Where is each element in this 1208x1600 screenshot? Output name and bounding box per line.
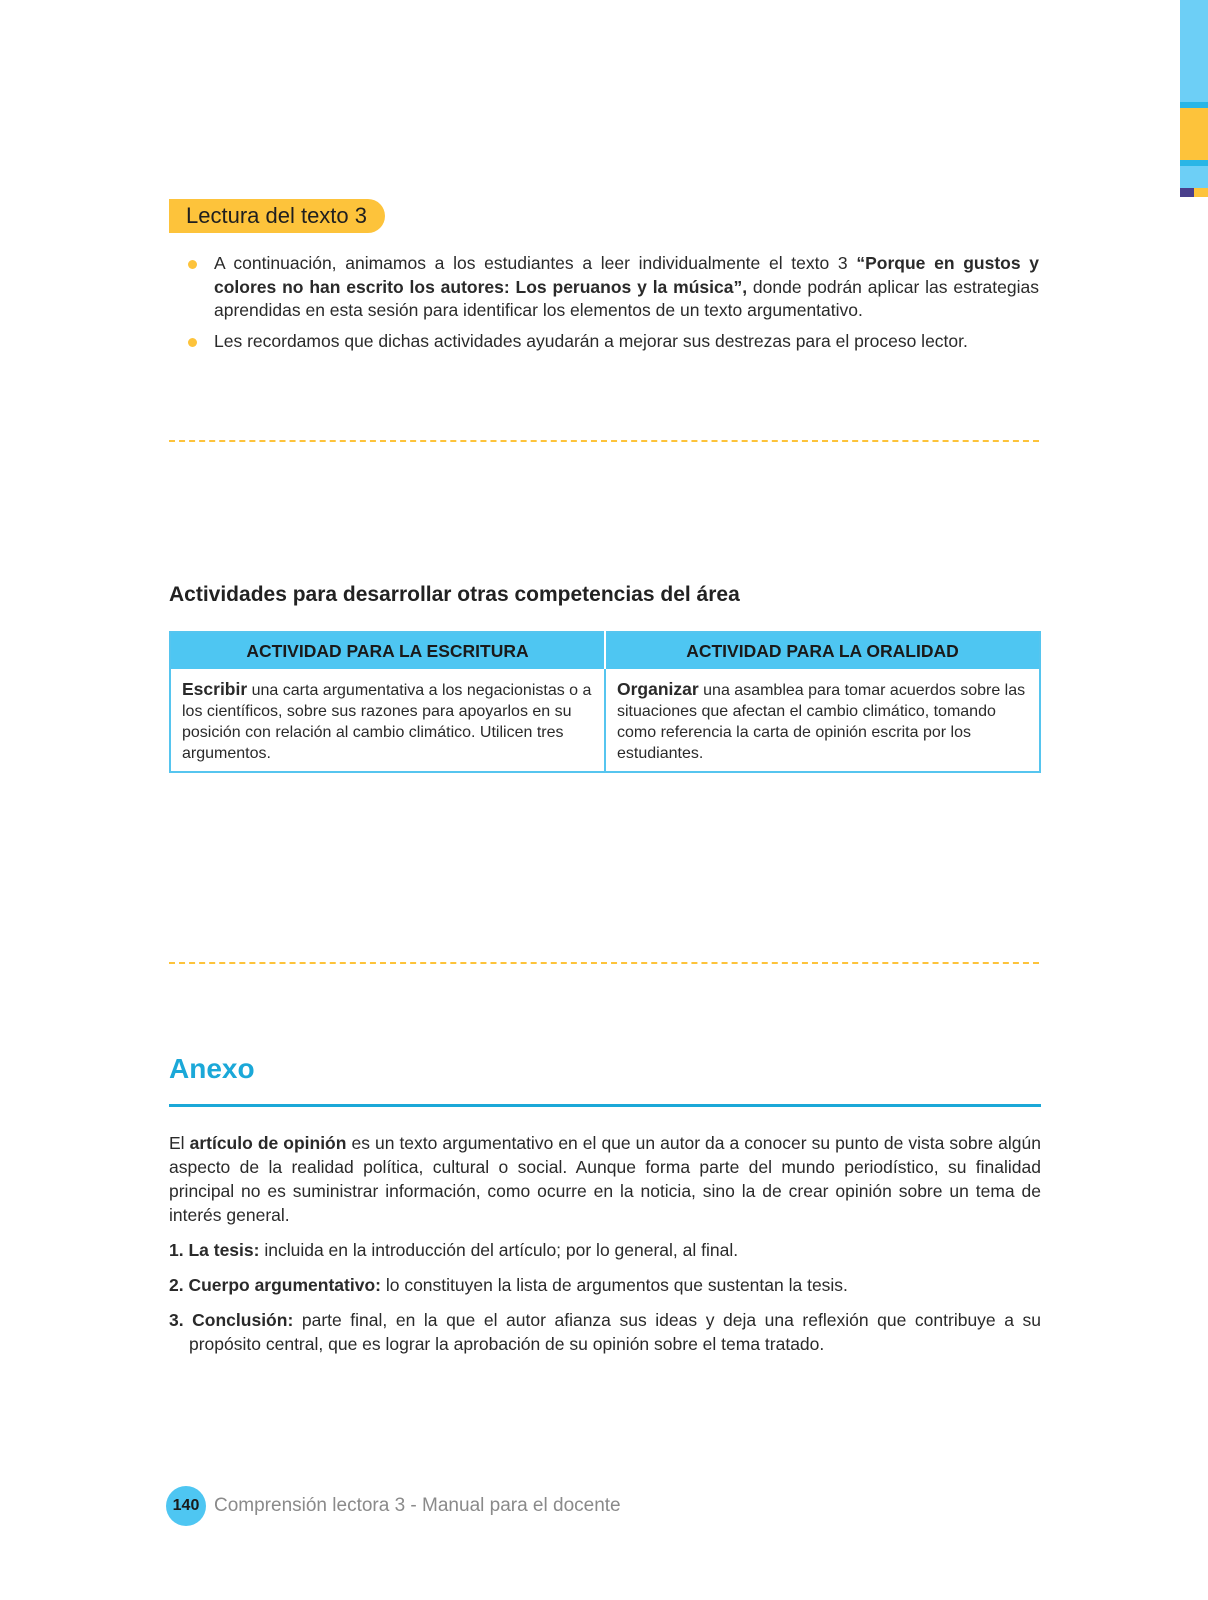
activities-heading: Actividades para desarrollar otras competencias del área bbox=[169, 583, 740, 606]
activity-verb: Escribir bbox=[182, 679, 248, 699]
text-title-bold: “Porque en gustos y colores no han escrito los autores: Los peruanos y la música”, bbox=[214, 253, 1040, 297]
list-item bbox=[169, 1273, 1041, 1297]
page-number-badge: 140 bbox=[166, 1486, 206, 1526]
section-tag: Lectura del texto 3 bbox=[169, 199, 385, 233]
edge-tab-yellow bbox=[1194, 188, 1208, 197]
edge-strip-yellow bbox=[1180, 108, 1208, 160]
item-label: 3. Conclusión: bbox=[169, 1310, 294, 1330]
activity-verb: Organizar bbox=[617, 679, 699, 699]
column-header-writing: ACTIVIDAD PARA LA ESCRITURA bbox=[170, 632, 605, 669]
edge-strip-blue bbox=[1180, 0, 1208, 102]
list-item bbox=[169, 252, 1039, 323]
list-item bbox=[169, 1238, 1041, 1262]
list-item bbox=[169, 1308, 1041, 1356]
edge-strip-blue bbox=[1180, 166, 1208, 188]
intro-text: El bbox=[169, 1133, 190, 1153]
item-text: parte final, en la que el autor afianza sus ideas y deja una reflexión que contribuye a su propósito central, que es lograr la aprobación de su opinión sobre el tema tratado. bbox=[189, 1310, 1042, 1354]
item-label: 2. Cuerpo argumentativo: bbox=[169, 1275, 381, 1295]
activities-table bbox=[169, 631, 1041, 773]
anexo-intro bbox=[169, 1131, 1041, 1227]
item-text: lo constituyen la lista de argumentos que sustentan la tesis. bbox=[380, 1275, 848, 1295]
anexo-body bbox=[169, 1131, 1041, 1367]
bullet-text: Les recordamos que dichas actividades ayudarán a mejorar sus destrezas para el proceso lector. bbox=[214, 330, 968, 351]
item-text: incluida en la introducción del artículo; por lo general, al final. bbox=[259, 1240, 739, 1260]
instruction-list bbox=[169, 252, 1039, 360]
oral-activity-cell bbox=[605, 669, 1040, 772]
book-title: Comprensión lectora 3 - Manual para el docente bbox=[214, 1495, 621, 1516]
item-label: 1. La tesis: bbox=[169, 1240, 260, 1260]
bullet-text: A continuación, animamos a los estudiantes a leer individualmente el texto 3 bbox=[214, 253, 857, 273]
heading-rule bbox=[169, 1104, 1041, 1107]
column-header-oral: ACTIVIDAD PARA LA ORALIDAD bbox=[605, 632, 1040, 669]
dashed-divider bbox=[169, 962, 1039, 964]
list-item bbox=[169, 330, 1039, 354]
intro-text: es un texto argumentativo en el que un autor da a conocer su punto de vista sobre algún aspecto de la realidad política, cultural o social. Aunque forma parte del mundo periodístico, su finalidad principal no es suministrar información, como ocurre en la noticia, sino la de crear opinión sobre un tema de interés general. bbox=[169, 1133, 1041, 1225]
intro-term: artículo de opinión bbox=[189, 1133, 347, 1153]
bullet-text: donde podrán aplicar las estrategias aprendidas en esta sesión para identificar los elementos de un texto argumentativo. bbox=[214, 276, 1039, 320]
bullet-dot-icon bbox=[188, 338, 197, 347]
edge-tab-purple bbox=[1180, 188, 1194, 197]
structure-list bbox=[169, 1238, 1041, 1356]
writing-activity-cell bbox=[170, 669, 605, 772]
bullet-dot-icon bbox=[188, 260, 197, 269]
anexo-heading: Anexo bbox=[169, 1053, 255, 1084]
activity-text: una carta argumentativa a los negacionistas o a los científicos, sobre sus razones para apoyarlos en su posición con relación al cambio climático. Utilicen tres argumentos. bbox=[182, 682, 592, 762]
dashed-divider bbox=[169, 440, 1039, 442]
activity-text: una asamblea para tomar acuerdos sobre las situaciones que afectan el cambio climático, tomando como referencia la carta de opinión escrita por los estudiantes. bbox=[617, 682, 1026, 762]
